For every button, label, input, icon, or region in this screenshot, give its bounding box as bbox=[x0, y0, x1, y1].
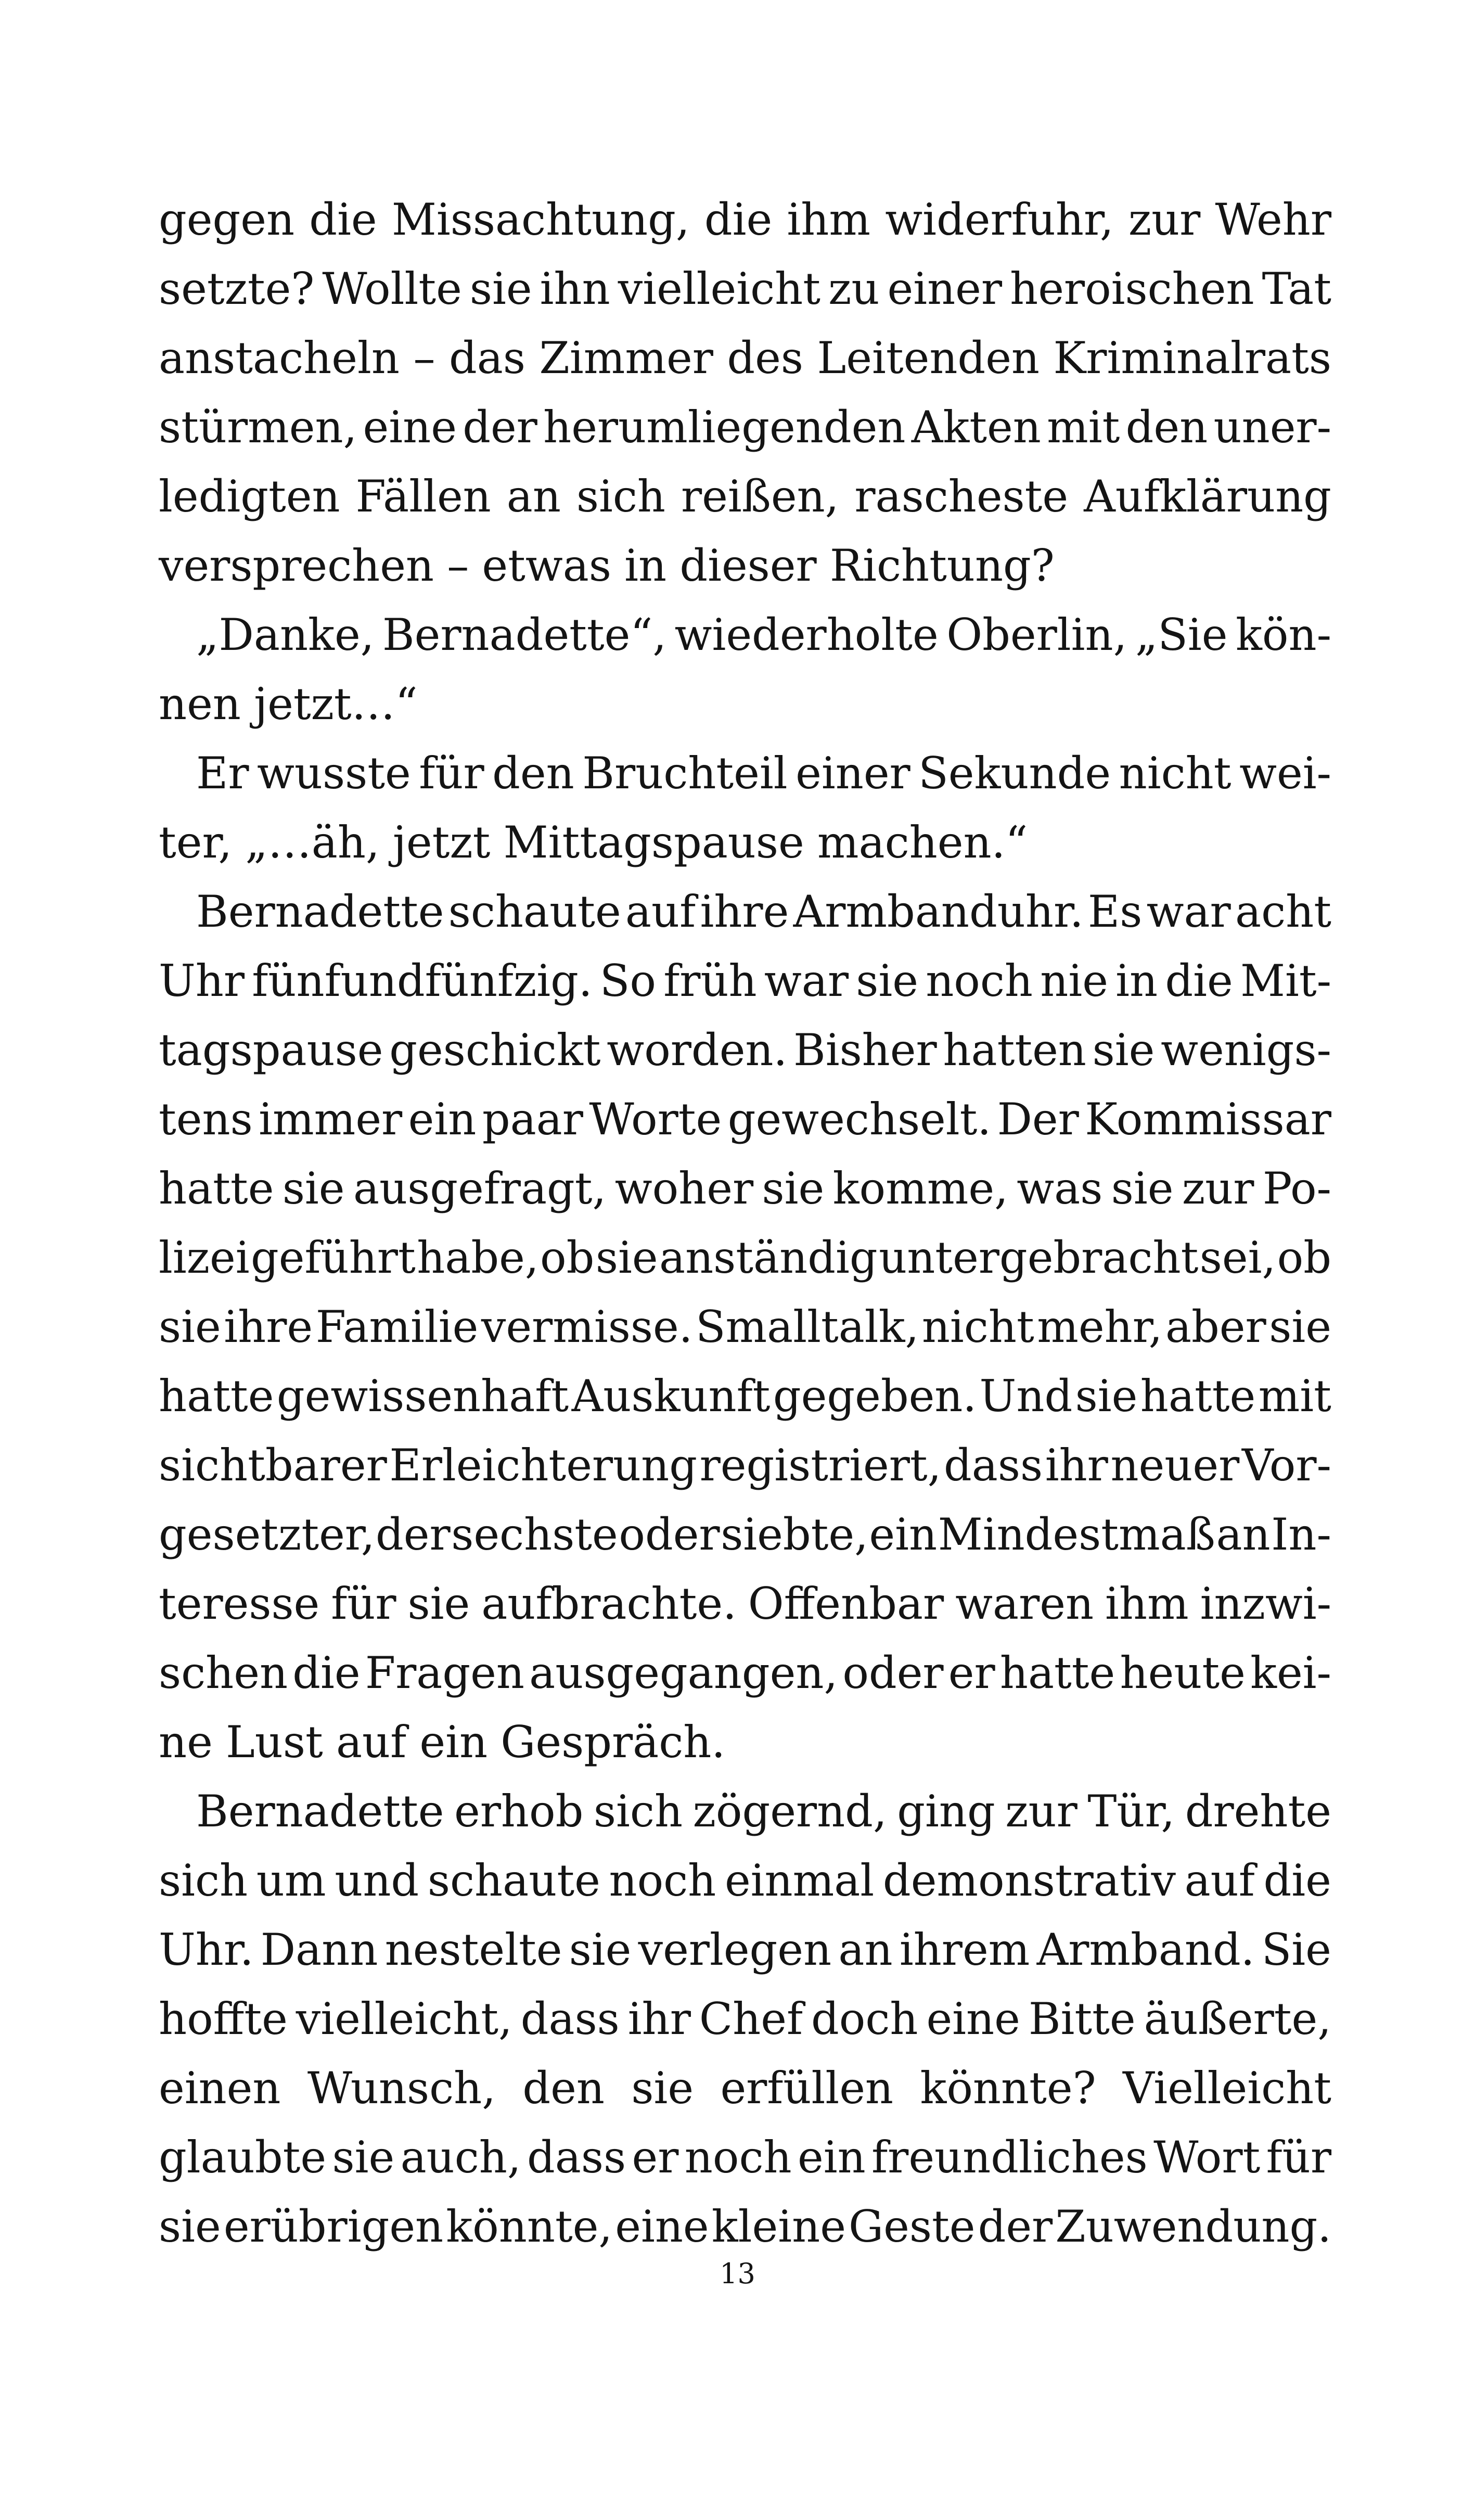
word: sie bbox=[159, 1301, 221, 1352]
word: Akten bbox=[911, 402, 1041, 453]
text-line bbox=[159, 2123, 1331, 2192]
word: auf bbox=[625, 886, 696, 937]
word: paar bbox=[482, 1094, 583, 1145]
word: ne bbox=[159, 1717, 213, 1768]
word: untergebracht bbox=[879, 1232, 1199, 1283]
word: dass bbox=[520, 1993, 620, 2044]
word: hatte bbox=[1140, 1371, 1256, 1422]
text-line bbox=[159, 531, 1331, 600]
word: inzwi- bbox=[1200, 1578, 1331, 1629]
word: noch bbox=[926, 955, 1033, 1006]
word: Worte bbox=[589, 1094, 722, 1145]
word: sie bbox=[595, 1232, 658, 1283]
word: – bbox=[447, 540, 469, 591]
word: Gespräch. bbox=[501, 1717, 726, 1768]
word: ihre bbox=[700, 886, 789, 937]
word: tagspause bbox=[159, 1025, 383, 1076]
text-line bbox=[159, 1431, 1331, 1500]
word: Sie bbox=[1261, 1924, 1331, 1975]
word: Uhr bbox=[159, 955, 245, 1006]
text-line bbox=[159, 1362, 1331, 1431]
word: Aufklärung bbox=[1084, 471, 1331, 522]
word: er bbox=[948, 1647, 995, 1698]
word: eine bbox=[926, 1993, 1020, 2044]
word: an bbox=[1216, 1509, 1271, 1560]
word: gegen bbox=[159, 194, 295, 245]
word: versprechen bbox=[159, 540, 434, 591]
word: immer bbox=[259, 1094, 403, 1145]
word: das bbox=[448, 332, 525, 383]
text-line bbox=[159, 739, 1331, 808]
text-line bbox=[159, 2192, 1331, 2261]
word: erübrigen bbox=[223, 2201, 444, 2252]
word: Lust bbox=[226, 1717, 323, 1768]
word: ein bbox=[408, 1094, 477, 1145]
text-line bbox=[159, 1154, 1331, 1223]
word: auf bbox=[1184, 1855, 1255, 1906]
word: ein bbox=[798, 2132, 866, 2183]
text-line bbox=[159, 1708, 1331, 1777]
word: Bisher bbox=[793, 1025, 937, 1076]
word: wei- bbox=[1239, 748, 1331, 799]
word: anstacheln bbox=[159, 332, 400, 383]
word: sie bbox=[159, 2201, 221, 2252]
word: Auskunft bbox=[571, 1371, 771, 1422]
word: siebte, bbox=[721, 1509, 868, 1560]
word: ihr bbox=[627, 1993, 691, 2044]
word: um bbox=[256, 1855, 326, 1906]
text-line bbox=[159, 393, 1331, 462]
word: an bbox=[506, 471, 561, 522]
word: ihm bbox=[1105, 1578, 1189, 1629]
word: Oberlin, bbox=[946, 609, 1127, 660]
word: anständig bbox=[659, 1232, 878, 1283]
word: hatte bbox=[159, 1163, 274, 1214]
word: Tat bbox=[1262, 263, 1331, 314]
word: jetzt…“ bbox=[254, 679, 418, 730]
word: ihm bbox=[787, 194, 871, 245]
word: in bbox=[624, 540, 667, 591]
word: sie bbox=[1111, 1163, 1174, 1214]
word: könnte, bbox=[446, 2201, 613, 2252]
word: widerfuhr, bbox=[885, 194, 1114, 245]
word: schaute bbox=[427, 1855, 600, 1906]
word: wusste bbox=[257, 748, 411, 799]
text-line bbox=[159, 1223, 1331, 1293]
word: geschickt bbox=[389, 1025, 601, 1076]
word: Bernadette“, bbox=[382, 609, 667, 660]
word: doch bbox=[811, 1993, 918, 2044]
word: Fällen bbox=[355, 471, 491, 522]
word: Uhr. bbox=[159, 1924, 254, 1975]
word: hatte bbox=[999, 1647, 1115, 1698]
word: nestelte bbox=[384, 1924, 562, 1975]
word: machen.“ bbox=[817, 817, 1028, 868]
word: Chef bbox=[699, 1993, 803, 2044]
word: Zuwendung. bbox=[1055, 2201, 1331, 2252]
word: ter, bbox=[159, 817, 233, 868]
word: war bbox=[1146, 886, 1231, 937]
word: geführt bbox=[251, 1232, 416, 1283]
word: drehte bbox=[1185, 1786, 1331, 1837]
word: Leitenden bbox=[817, 332, 1040, 383]
word: Bitte bbox=[1028, 1993, 1136, 2044]
word: oder bbox=[842, 1647, 944, 1698]
word: den bbox=[1125, 402, 1208, 453]
word: kleine bbox=[711, 2201, 846, 2252]
text-line bbox=[159, 946, 1331, 1016]
word: ausgegangen, bbox=[529, 1647, 838, 1698]
word: Bernadette bbox=[196, 1786, 444, 1837]
word: Und bbox=[979, 1371, 1073, 1422]
word: der bbox=[978, 2201, 1053, 2252]
word: ihre bbox=[224, 1301, 313, 1352]
word: In- bbox=[1271, 1509, 1331, 1560]
text-line bbox=[159, 324, 1331, 393]
word: Geste bbox=[849, 2201, 976, 2252]
word: war bbox=[764, 955, 849, 1006]
word: einmal bbox=[724, 1855, 875, 1906]
word: äußerte, bbox=[1144, 1993, 1331, 2044]
text-line bbox=[159, 1777, 1331, 1846]
word: mit bbox=[1047, 402, 1120, 453]
word: sie bbox=[1092, 1025, 1155, 1076]
word: ihr bbox=[1045, 1440, 1108, 1491]
text-line bbox=[159, 1846, 1331, 1915]
word: sie bbox=[1075, 1371, 1138, 1422]
word: demonstrativ bbox=[882, 1855, 1176, 1906]
word: herumliegenden bbox=[543, 402, 906, 453]
word: früh bbox=[663, 955, 757, 1006]
word: eine bbox=[615, 2201, 709, 2252]
word: er bbox=[632, 2132, 679, 2183]
word: zu bbox=[828, 263, 880, 314]
word: sechste bbox=[451, 1509, 618, 1560]
word: „Sie bbox=[1135, 609, 1228, 660]
word: schaute bbox=[448, 886, 621, 937]
word: erhob bbox=[454, 1786, 584, 1837]
word: Armband. bbox=[1036, 1924, 1255, 1975]
word: gewissenhaft bbox=[276, 1371, 569, 1422]
word: ihrem bbox=[899, 1924, 1030, 1975]
word: Mittagspause bbox=[503, 817, 804, 868]
word: nicht bbox=[1119, 748, 1232, 799]
word: noch bbox=[684, 2132, 792, 2183]
word: heroischen bbox=[1010, 263, 1254, 314]
word: und bbox=[335, 1855, 419, 1906]
word: dass bbox=[944, 1440, 1043, 1491]
word: sie bbox=[332, 2132, 395, 2183]
word: gegeben. bbox=[773, 1371, 977, 1422]
text-line bbox=[159, 877, 1331, 946]
word: zur bbox=[1182, 1163, 1254, 1214]
word: Sekunde bbox=[918, 748, 1111, 799]
text-line bbox=[159, 1569, 1331, 1639]
word: die bbox=[309, 194, 377, 245]
word: zur bbox=[1005, 1786, 1078, 1837]
word: registriert, bbox=[699, 1440, 942, 1491]
word: ging bbox=[897, 1786, 995, 1837]
word: sie bbox=[762, 1163, 825, 1214]
word: So bbox=[599, 955, 656, 1006]
word: gesetzter, bbox=[159, 1509, 375, 1560]
word: was bbox=[1017, 1163, 1103, 1214]
word: komme, bbox=[832, 1163, 1008, 1214]
word: setzte? bbox=[159, 263, 315, 314]
word: Mindestmaß bbox=[938, 1509, 1215, 1560]
word: etwas bbox=[482, 540, 611, 591]
word: vielleicht, bbox=[296, 1993, 512, 2044]
word: tens bbox=[159, 1094, 253, 1145]
word: fünfundfünfzig. bbox=[252, 955, 593, 1006]
word: jetzt bbox=[392, 817, 491, 868]
word: nicht bbox=[921, 1301, 1034, 1352]
word: Po- bbox=[1262, 1163, 1331, 1214]
text-line bbox=[159, 254, 1331, 324]
word: für bbox=[419, 748, 484, 799]
word: ein bbox=[869, 1509, 938, 1560]
word: kön- bbox=[1236, 609, 1331, 660]
word: sie bbox=[569, 1924, 632, 1975]
word: hatte bbox=[159, 1371, 274, 1422]
word: auf bbox=[336, 1717, 407, 1768]
word: der bbox=[376, 1509, 451, 1560]
word: den bbox=[522, 2063, 605, 2114]
word: uner- bbox=[1213, 402, 1331, 453]
word: aber bbox=[1165, 1301, 1266, 1352]
word: erfüllen bbox=[720, 2063, 894, 2114]
word: Zimmer bbox=[539, 332, 713, 383]
text-line bbox=[159, 1500, 1331, 1569]
word: Offenbar bbox=[748, 1578, 944, 1629]
word: Mit- bbox=[1240, 955, 1331, 1006]
body-text bbox=[159, 185, 1331, 2261]
word: nen bbox=[159, 679, 241, 730]
word: zur bbox=[1128, 194, 1201, 245]
word: sich bbox=[576, 471, 666, 522]
word: Dann bbox=[260, 1924, 378, 1975]
word: Vor- bbox=[1241, 1440, 1331, 1491]
text-line bbox=[159, 600, 1331, 670]
word: auch, bbox=[400, 2132, 521, 2183]
word: sich bbox=[159, 1855, 248, 1906]
word: ledigten bbox=[159, 471, 340, 522]
word: sie bbox=[856, 955, 918, 1006]
word: „…äh, bbox=[245, 817, 380, 868]
word: des bbox=[727, 332, 803, 383]
word: ein bbox=[419, 1717, 488, 1768]
word: sie bbox=[407, 1578, 470, 1629]
word: zögernd, bbox=[692, 1786, 887, 1837]
word: ausgefragt, bbox=[353, 1163, 607, 1214]
word: gewechselt. bbox=[727, 1094, 992, 1145]
word: Wort bbox=[1153, 2132, 1261, 2183]
text-line bbox=[159, 808, 1331, 877]
word: hoffte bbox=[159, 1993, 288, 2044]
word: mit bbox=[1258, 1371, 1331, 1422]
word: Er bbox=[196, 748, 249, 799]
word: Bruchteil bbox=[582, 748, 788, 799]
word: Armbanduhr. bbox=[793, 886, 1084, 937]
word: Wehr bbox=[1215, 194, 1331, 245]
word: der bbox=[463, 402, 537, 453]
word: hatten bbox=[943, 1025, 1086, 1076]
word: Kommissar bbox=[1085, 1094, 1331, 1145]
word: Familie bbox=[315, 1301, 479, 1352]
word: wenigs- bbox=[1161, 1025, 1331, 1076]
text-line bbox=[159, 670, 1331, 739]
page-number: 13 bbox=[720, 2257, 755, 2290]
word: Missachtung, bbox=[391, 194, 690, 245]
word: kei- bbox=[1250, 1647, 1331, 1698]
word: heute bbox=[1120, 1647, 1246, 1698]
word: sie bbox=[282, 1163, 345, 1214]
word: sie bbox=[469, 263, 532, 314]
word: habe, bbox=[417, 1232, 539, 1283]
word: Wunsch, bbox=[307, 2063, 496, 2114]
word: – bbox=[413, 332, 435, 383]
word: in bbox=[1115, 955, 1158, 1006]
word: „Danke, bbox=[196, 609, 375, 660]
word: sie bbox=[631, 2063, 694, 2114]
word: Tür, bbox=[1087, 1786, 1175, 1837]
word: einer bbox=[887, 263, 1003, 314]
word: dass bbox=[527, 2132, 626, 2183]
word: Smalltalk, bbox=[695, 1301, 919, 1352]
text-line bbox=[159, 1016, 1331, 1085]
word: Kriminalrats bbox=[1053, 332, 1331, 383]
word: vermisse. bbox=[481, 1301, 693, 1352]
word: lizei bbox=[159, 1232, 250, 1283]
word: Fragen bbox=[365, 1647, 524, 1698]
word: für bbox=[331, 1578, 396, 1629]
text-line bbox=[159, 185, 1331, 254]
word: ob bbox=[1277, 1232, 1331, 1283]
word: stürmen, bbox=[159, 402, 357, 453]
word: Es bbox=[1087, 886, 1143, 937]
text-line bbox=[159, 1293, 1331, 1362]
word: neuer bbox=[1110, 1440, 1240, 1491]
word: verlegen bbox=[638, 1924, 832, 1975]
word: oder bbox=[619, 1509, 720, 1560]
word: ob bbox=[540, 1232, 595, 1283]
word: die bbox=[704, 194, 773, 245]
word: für bbox=[1266, 2132, 1331, 2183]
word: waren bbox=[955, 1578, 1094, 1629]
text-line bbox=[159, 2054, 1331, 2123]
word: Erleichterung bbox=[389, 1440, 698, 1491]
word: nie bbox=[1040, 955, 1108, 1006]
word: vielleicht bbox=[618, 263, 821, 314]
word: rascheste bbox=[854, 471, 1069, 522]
word: Vielleicht bbox=[1123, 2063, 1331, 2114]
text-line bbox=[159, 1985, 1331, 2054]
word: wiederholte bbox=[674, 609, 939, 660]
word: teresse bbox=[159, 1578, 320, 1629]
word: Richtung? bbox=[829, 540, 1055, 591]
word: eine bbox=[363, 402, 457, 453]
word: an bbox=[838, 1924, 893, 1975]
word: sei, bbox=[1199, 1232, 1276, 1283]
word: dieser bbox=[679, 540, 817, 591]
word: woher bbox=[614, 1163, 754, 1214]
text-line bbox=[159, 1085, 1331, 1154]
word: Bernadette bbox=[196, 886, 444, 937]
word: acht bbox=[1235, 886, 1331, 937]
text-line bbox=[159, 1639, 1331, 1708]
word: Der bbox=[997, 1094, 1079, 1145]
word: die bbox=[1165, 955, 1233, 1006]
word: sichtbarer bbox=[159, 1440, 387, 1491]
word: aufbrachte. bbox=[481, 1578, 737, 1629]
text-line bbox=[159, 462, 1331, 531]
word: sie bbox=[1269, 1301, 1331, 1352]
word: sich bbox=[593, 1786, 683, 1837]
word: freundliches bbox=[871, 2132, 1148, 2183]
word: die bbox=[1263, 1855, 1331, 1906]
word: die bbox=[292, 1647, 361, 1698]
word: Wollte bbox=[322, 263, 462, 314]
word: glaubte bbox=[159, 2132, 327, 2183]
word: ihn bbox=[540, 263, 610, 314]
word: noch bbox=[609, 1855, 716, 1906]
word: reißen, bbox=[681, 471, 839, 522]
word: einen bbox=[159, 2063, 281, 2114]
word: könnte? bbox=[920, 2063, 1096, 2114]
text-line bbox=[159, 1915, 1331, 1985]
word: einer bbox=[796, 748, 910, 799]
word: mehr, bbox=[1037, 1301, 1163, 1352]
word: worden. bbox=[607, 1025, 788, 1076]
word: schen bbox=[159, 1647, 288, 1698]
word: den bbox=[492, 748, 574, 799]
